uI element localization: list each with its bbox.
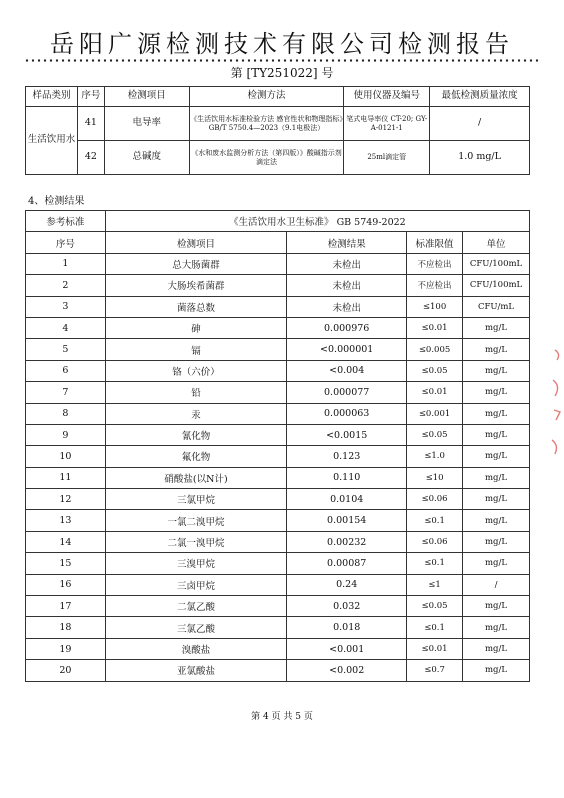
col-header: 检测结果 xyxy=(287,232,407,253)
test-result: 0.000976 xyxy=(287,317,407,338)
test-item: 汞 xyxy=(105,403,287,424)
row-no: 6 xyxy=(26,360,106,381)
result-row xyxy=(26,660,530,681)
test-method: 《生活饮用水标准检验方法 感官性状和物理指标》GB/T 5750.4—2023（9.1电极法） xyxy=(189,107,344,141)
test-item: 亚氯酸盐 xyxy=(105,660,287,681)
test-result: 0.000063 xyxy=(287,403,407,424)
page-number: 第 4 页 共 5 页 xyxy=(251,712,313,722)
row-no: 16 xyxy=(26,574,106,595)
unit: mg/L xyxy=(463,660,530,681)
test-item: 一氯二溴甲烷 xyxy=(105,510,287,531)
test-result: 0.24 xyxy=(287,574,407,595)
test-item: 总碱度 xyxy=(104,141,189,175)
standard-limit: ≤0.7 xyxy=(407,660,463,681)
row-no: 7 xyxy=(26,382,106,403)
test-result: 未检出 xyxy=(287,275,407,296)
standard-label: 参考标准 xyxy=(26,211,106,232)
unit: mg/L xyxy=(463,531,530,552)
row-no: 18 xyxy=(26,617,106,638)
standard-limit: ≤1 xyxy=(407,574,463,595)
col-header: 使用仪器及编号 xyxy=(344,87,430,107)
test-item: 三氯乙酸 xyxy=(105,617,287,638)
instrument: 笔式电导率仪 CT-20; GY-A-0121-1 xyxy=(344,107,430,141)
test-item: 溴酸盐 xyxy=(105,638,287,659)
standard-row xyxy=(26,211,530,232)
unit: mg/L xyxy=(463,553,530,574)
method-row xyxy=(26,141,530,175)
col-header: 序号 xyxy=(26,232,106,253)
dotted-divider xyxy=(24,58,542,63)
row-no: 1 xyxy=(26,253,106,274)
sample-category: 生活饮用水 xyxy=(26,107,78,175)
section-title: 4、检测结果 xyxy=(28,196,85,207)
test-result: <0.001 xyxy=(287,638,407,659)
result-row xyxy=(26,446,530,467)
result-row xyxy=(26,596,530,617)
col-header: 序号 xyxy=(77,87,104,107)
unit: mg/L xyxy=(463,382,530,403)
unit: mg/L xyxy=(463,360,530,381)
row-no: 12 xyxy=(26,489,106,510)
test-item: 大肠埃希菌群 xyxy=(105,275,287,296)
result-row xyxy=(26,510,530,531)
unit: CFU/mL xyxy=(463,296,530,317)
col-header: 检测项目 xyxy=(104,87,189,107)
company-report-title: 岳阳广源检测技术有限公司检测报告 xyxy=(50,30,514,58)
standard-limit: ≤0.005 xyxy=(407,339,463,360)
standard-value: 《生活饮用水卫生标准》 GB 5749-2022 xyxy=(105,211,529,232)
standard-limit: ≤1.0 xyxy=(407,446,463,467)
row-no: 14 xyxy=(26,531,106,552)
test-item: 二氯一溴甲烷 xyxy=(105,531,287,552)
row-no: 13 xyxy=(26,510,106,531)
test-result: 0.018 xyxy=(287,617,407,638)
result-row xyxy=(26,574,530,595)
col-header: 最低检测质量浓度 xyxy=(430,87,530,107)
test-result: <0.0015 xyxy=(287,424,407,445)
standard-limit: ≤0.06 xyxy=(407,531,463,552)
row-no: 3 xyxy=(26,296,106,317)
standard-limit: ≤0.1 xyxy=(407,617,463,638)
result-row xyxy=(26,553,530,574)
unit: CFU/100mL xyxy=(463,253,530,274)
row-no: 15 xyxy=(26,553,106,574)
test-result: 0.032 xyxy=(287,596,407,617)
result-row xyxy=(26,253,530,274)
standard-limit: ≤0.01 xyxy=(407,638,463,659)
col-header: 单位 xyxy=(463,232,530,253)
standard-limit: ≤0.06 xyxy=(407,489,463,510)
test-result: 0.00087 xyxy=(287,553,407,574)
row-no: 20 xyxy=(26,660,106,681)
unit: mg/L xyxy=(463,403,530,424)
row-no: 5 xyxy=(26,339,106,360)
standard-limit: ≤100 xyxy=(407,296,463,317)
test-item: 硝酸盐(以N计) xyxy=(105,467,287,488)
unit: mg/L xyxy=(463,467,530,488)
min-concentration: / xyxy=(430,107,530,141)
row-no: 19 xyxy=(26,638,106,659)
result-row xyxy=(26,403,530,424)
seal-bleed-mark xyxy=(549,340,563,480)
result-row xyxy=(26,617,530,638)
test-result: 未检出 xyxy=(287,253,407,274)
test-item: 镉 xyxy=(105,339,287,360)
result-row xyxy=(26,424,530,445)
unit: CFU/100mL xyxy=(463,275,530,296)
standard-limit: 不应检出 xyxy=(407,275,463,296)
result-row xyxy=(26,339,530,360)
standard-limit: ≤0.1 xyxy=(407,510,463,531)
result-row xyxy=(26,531,530,552)
unit: mg/L xyxy=(463,510,530,531)
test-result: 0.00232 xyxy=(287,531,407,552)
results-table xyxy=(25,210,530,682)
unit: mg/L xyxy=(463,317,530,338)
row-no: 42 xyxy=(77,141,104,175)
row-no: 17 xyxy=(26,596,106,617)
standard-limit: ≤0.1 xyxy=(407,553,463,574)
row-no: 11 xyxy=(26,467,106,488)
unit: mg/L xyxy=(463,489,530,510)
result-row xyxy=(26,489,530,510)
unit: mg/L xyxy=(463,339,530,360)
method-row xyxy=(26,107,530,141)
test-item: 总大肠菌群 xyxy=(105,253,287,274)
row-no: 2 xyxy=(26,275,106,296)
result-row xyxy=(26,275,530,296)
method-header-row xyxy=(26,87,530,107)
test-item: 二氯乙酸 xyxy=(105,596,287,617)
col-header: 检测项目 xyxy=(105,232,287,253)
result-row xyxy=(26,467,530,488)
method-table xyxy=(25,86,530,175)
unit: mg/L xyxy=(463,424,530,445)
row-no: 10 xyxy=(26,446,106,467)
standard-limit: ≤0.001 xyxy=(407,403,463,424)
test-item: 菌落总数 xyxy=(105,296,287,317)
test-item: 三氯甲烷 xyxy=(105,489,287,510)
col-header: 检测方法 xyxy=(189,87,344,107)
test-result: 未检出 xyxy=(287,296,407,317)
instrument: 25ml滴定管 xyxy=(344,141,430,175)
unit: mg/L xyxy=(463,446,530,467)
unit: / xyxy=(463,574,530,595)
result-row xyxy=(26,317,530,338)
standard-limit: 不应检出 xyxy=(407,253,463,274)
standard-limit: ≤0.05 xyxy=(407,360,463,381)
col-header: 标准限值 xyxy=(407,232,463,253)
test-result: 0.00154 xyxy=(287,510,407,531)
test-item: 氟化物 xyxy=(105,446,287,467)
test-item: 铬（六价） xyxy=(105,360,287,381)
test-item: 氰化物 xyxy=(105,424,287,445)
test-item: 三卤甲烷 xyxy=(105,574,287,595)
test-result: <0.002 xyxy=(287,660,407,681)
unit: mg/L xyxy=(463,638,530,659)
test-result: <0.000001 xyxy=(287,339,407,360)
test-method: 《水和废水监测分析方法（第四版）》酸碱指示剂滴定法 xyxy=(189,141,344,175)
report-number: 第 [TY251022] 号 xyxy=(230,66,334,80)
row-no: 9 xyxy=(26,424,106,445)
test-result: 0.0104 xyxy=(287,489,407,510)
test-item: 铅 xyxy=(105,382,287,403)
row-no: 41 xyxy=(77,107,104,141)
test-item: 砷 xyxy=(105,317,287,338)
unit: mg/L xyxy=(463,617,530,638)
test-result: 0.110 xyxy=(287,467,407,488)
test-result: <0.004 xyxy=(287,360,407,381)
result-row xyxy=(26,296,530,317)
standard-limit: ≤10 xyxy=(407,467,463,488)
col-header: 样品类别 xyxy=(26,87,78,107)
standard-limit: ≤0.05 xyxy=(407,596,463,617)
result-row xyxy=(26,638,530,659)
test-result: 0.123 xyxy=(287,446,407,467)
unit: mg/L xyxy=(463,596,530,617)
standard-limit: ≤0.01 xyxy=(407,382,463,403)
row-no: 4 xyxy=(26,317,106,338)
test-item: 三溴甲烷 xyxy=(105,553,287,574)
test-item: 电导率 xyxy=(104,107,189,141)
result-row xyxy=(26,382,530,403)
result-row xyxy=(26,360,530,381)
standard-limit: ≤0.01 xyxy=(407,317,463,338)
min-concentration: 1.0 mg/L xyxy=(430,141,530,175)
row-no: 8 xyxy=(26,403,106,424)
results-header-row xyxy=(26,232,530,253)
test-result: 0.000077 xyxy=(287,382,407,403)
standard-limit: ≤0.05 xyxy=(407,424,463,445)
